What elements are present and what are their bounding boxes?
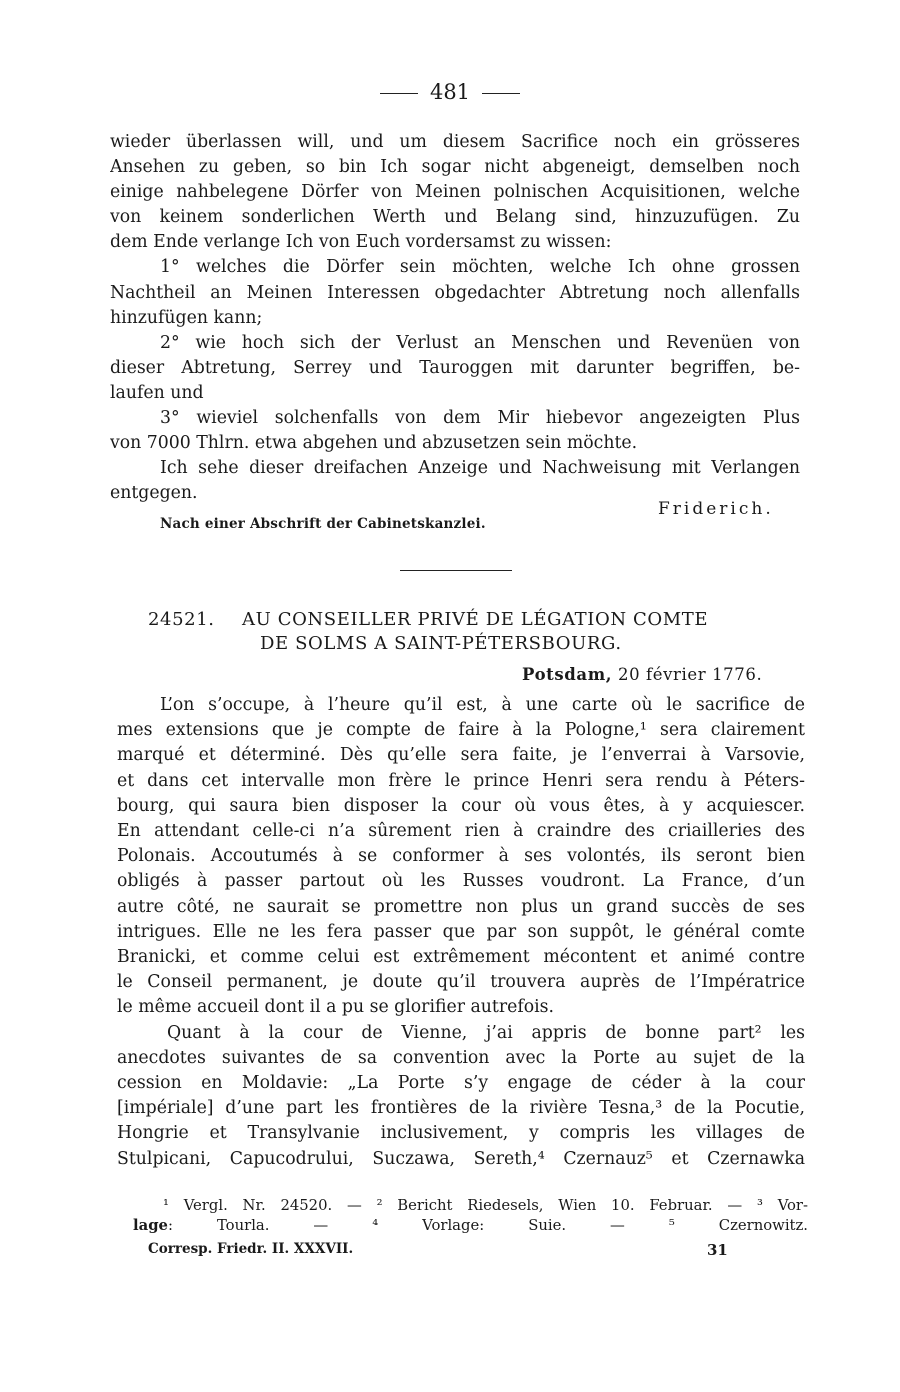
text-line: Quant à la cour de Vienne, j’ai appris de bonne part² les (167, 1022, 805, 1043)
footnote-bold-word: lage (133, 1217, 168, 1234)
text-line: L’on s’occupe, à l’heure qu’il est, à une carte où le sacrifice de (160, 695, 805, 715)
text-line: cession en Moldavie: „La Porte s’y engage de céder à la cour (117, 1073, 805, 1094)
text-line: von 7000 Thlrn. etwa abgehen und abzusetzen sein möchte. (110, 433, 638, 454)
text-line: von keinem sonderlichen Werth und Belang sind, hinzuzufügen. Zu (110, 207, 800, 228)
dash-left (380, 93, 418, 94)
page-number: 481 (429, 80, 471, 104)
text-line: [impériale] d’une part les frontières de la rivière Tesna,³ de la Pocutie, (117, 1098, 805, 1119)
text-line: Stulpicani, Capucodrului, Suczawa, Sereth,⁴ Czernauz⁵ et Czernawka (117, 1148, 805, 1169)
text-line: hinzufügen kann; (110, 307, 263, 328)
text-line: einige nahbelegene Dörfer von Meinen polnischen Acquisitionen, welche (110, 182, 800, 203)
text-line: mes extensions que je compte de faire à la Pologne,¹ sera clairement (117, 720, 805, 741)
text-line: Polonais. Accoutumés à se conformer à ses volontés, ils seront bien (117, 846, 805, 867)
signature-mark: Corresp. Friedr. II. XXXVII. (148, 1241, 354, 1257)
footnote-line (133, 1216, 808, 1236)
page-number-line (0, 80, 900, 104)
text-line: Ich sehe dieser dreifachen Anzeige und Nachweisung mit Verlangen (160, 458, 800, 479)
letter-heading-line1: AU CONSEILLER PRIVÉ DE LÉGATION COMTE (242, 609, 709, 630)
footnotes (133, 1196, 808, 1236)
text-line: Branicki, et comme celui est extrêmement mécontent et animé contre (117, 947, 805, 968)
text-line: intrigues. Elle ne les fera passer que par son suppôt, le général comte (117, 921, 805, 942)
text-line: Nachtheil an Meinen Interessen obgedachter Abtretung noch allenfalls (110, 282, 800, 303)
dateline (522, 665, 762, 684)
dateline-date: 20 février 1776. (617, 665, 763, 684)
text-line: marqué et déterminé. Dès qu’elle sera faite, je l’enverrai à Varsovie, (117, 745, 805, 766)
text-line: laufen und (110, 382, 204, 403)
section-divider (400, 570, 512, 571)
source-note: Nach einer Abschrift der Cabinetskanzlei. (160, 516, 486, 532)
dateline-place: Potsdam, (522, 665, 613, 684)
footnote-text: : Tourla. — ⁴ Vorlage: Suie. — ⁵ Czernowitz. (167, 1217, 808, 1234)
text-line: 3° wieviel solchenfalls von dem Mir hiebevor angezeigten Plus (160, 408, 800, 429)
text-line: anecdotes suivantes de sa convention avec la Porte au sujet de la (117, 1047, 805, 1068)
text-line: Ansehen zu geben, so bin Ich sogar nicht abgeneigt, demselben noch (110, 157, 800, 178)
text-line: bourg, qui saura bien disposer la cour où vous êtes, à y acquiescer. (117, 795, 805, 816)
text-line: wieder überlassen will, und um diesem Sacrifice noch ein grösseres (110, 132, 800, 152)
text-line: dieser Abtretung, Serrey und Tauroggen mit darunter begriffen, be- (110, 357, 800, 378)
text-line: obligés à passer partout où les Russes voudront. La France, d’un (117, 871, 805, 892)
text-line: le Conseil permanent, je doute qu’il trouvera auprès de l’Impératrice (117, 972, 805, 993)
text-line: dem Ende verlange Ich von Euch vordersamst zu wissen: (110, 232, 612, 253)
signature: Friderich. (658, 499, 774, 519)
text-line: entgegen. (110, 483, 198, 504)
text-line: 2° wie hoch sich der Verlust an Menschen und Revenüen von (160, 332, 800, 353)
letter-heading-line2: DE SOLMS A SAINT-PÉTERSBOURG. (260, 633, 622, 654)
sheet-number: 31 (707, 1241, 728, 1259)
text-line: autre côté, ne saurait se promettre non plus un grand succès de ses (117, 896, 805, 917)
text-line: Hongrie et Transylvanie inclusivement, y compris les villages de (117, 1123, 805, 1144)
dash-right (482, 93, 520, 94)
letter-number: 24521. (148, 609, 215, 630)
text-line: 1° welches die Dörfer sein möchten, welche Ich ohne grossen (160, 257, 800, 278)
letter2-body (117, 693, 805, 1172)
text-line: le même accueil dont il a pu se glorifier autrefois. (117, 997, 555, 1018)
text-line: et dans cet intervalle mon frère le prince Henri sera rendu à Péters- (117, 770, 805, 791)
footnote-line: ¹ Vergl. Nr. 24520. — ² Bericht Riedesels, Wien 10. Februar. — ³ Vor- (163, 1197, 808, 1214)
text-line: En attendant celle-ci n’a sûrement rien à craindre des criailleries des (117, 821, 805, 842)
letter1-body (110, 130, 800, 506)
